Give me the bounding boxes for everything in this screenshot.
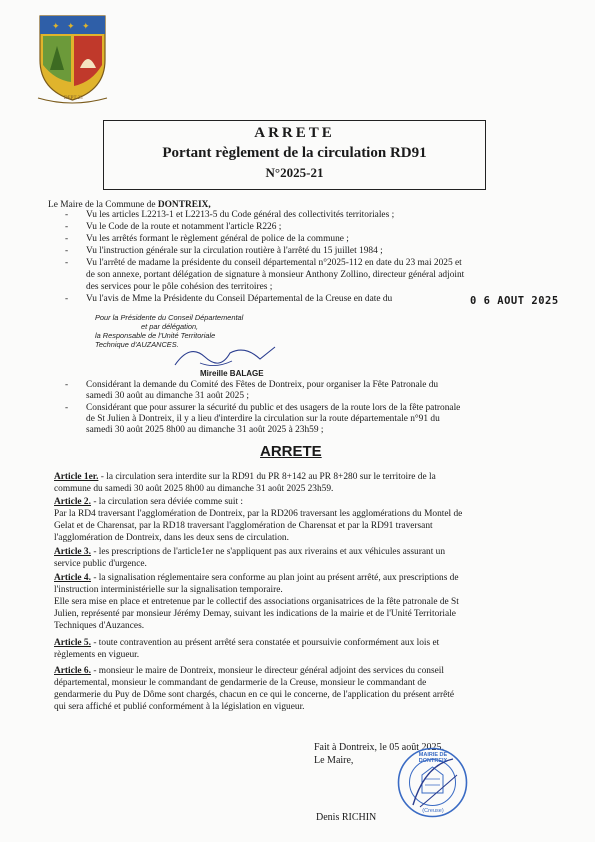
article-text: - la signalisation réglementaire sera conforme au plan joint au présent arrêté, aux prescriptions de xyxy=(90,573,459,583)
vu-line: Vu le Code de la route et notamment l'article R226 ; xyxy=(86,222,282,232)
article-text: qui sera affiché et publié conformément à la législation en vigueur. xyxy=(54,702,305,712)
document-number: N°2025-21 xyxy=(265,165,324,180)
fait-a-line: Fait à Dontreix, le 05 août 2025. xyxy=(314,742,444,753)
article-3-line xyxy=(54,547,445,559)
vu-bullet: - xyxy=(65,210,69,220)
maire-role: Le Maire, xyxy=(314,755,354,766)
article-text: Techniques d'Auzances. xyxy=(54,621,145,631)
svg-text:✦: ✦ xyxy=(82,22,90,32)
article-text: règlements en vigueur. xyxy=(54,650,140,660)
article-label: Article 3. xyxy=(54,547,91,557)
arrete-heading: ARRETE xyxy=(260,443,322,460)
considerant-line: Considérant la demande du Comité des Fêtes de Dontreix, pour organiser la Fête Patronale du xyxy=(86,380,439,390)
article-text: - la circulation sera interdite sur la RD91 du PR 8+142 au PR 8+280 sur le territoire de la xyxy=(98,472,436,482)
svg-text:✦: ✦ xyxy=(52,22,60,32)
vu-bullet: - xyxy=(65,222,69,232)
considerant-line: de St Julien à Dontreix, il y a lieu d'interdire la circulation sur la route départementale n°91 du xyxy=(86,414,440,424)
seal-text: MAIRIE DE DONTREIX xyxy=(418,752,448,764)
considerant-line: Considérant que pour assurer la sécurité du public et des usagers de la route lors de la fête patronale xyxy=(86,403,461,413)
article-text: - les prescriptions de l'article1er ne s'appliquent pas aux riverains et aux véhicules assurant un xyxy=(90,547,446,557)
vu-line: Vu l'instruction générale sur la circulation routière à l'arrêté du 15 juillet 1984 ; xyxy=(86,246,383,256)
article-text: l'agglomération de Dontreix, dans les deux sens de circulation. xyxy=(54,533,289,543)
delegation-line: Technique d'AUZANCES. xyxy=(95,340,179,349)
vu-bullet: - xyxy=(65,258,69,268)
article-text: - toute contravention au présent arrêté sera constatée et poursuivie conformément aux lois et xyxy=(90,638,440,648)
avis-date-stamp: 0 6 AOUT 2025 xyxy=(470,295,559,307)
considerant-line: samedi 30 août au dimanche 31 août 2025 ; xyxy=(86,391,249,401)
coat-of-arms-logo xyxy=(30,10,115,105)
article-label: Article 6. xyxy=(54,666,91,676)
seal-dept: (Creuse) xyxy=(422,808,444,814)
vu-line: Vu les arrêtés formant le règlement général de police de la commune ; xyxy=(86,234,349,244)
crest-caption: DEPT 23 xyxy=(64,96,83,101)
article-6-line xyxy=(54,666,444,678)
article-text: l'instruction interministérielle sur la signalisation temporaire. xyxy=(54,585,283,595)
article-text: Elle sera mise en place et entretenue par le collectif des associations organisatrices de la fête patronale de St xyxy=(54,597,459,607)
article-text: départemental, monsieur le commandant de gendarmerie de la Creuse, monsieur le commandant de xyxy=(54,678,427,688)
vu-line: Vu l'arrêté de madame la présidente du conseil départemental n°2025-112 en date du 23 mai 2025 et xyxy=(86,258,462,268)
article-text: commune du samedi 30 août 2025 8h00 au dimanche 31 août 2025 23h59. xyxy=(54,484,334,494)
article-label: Article 4. xyxy=(54,573,91,583)
article-text: gendarmerie du Puy de Dôme sont chargés, chacun en ce qui le concerne, de l'application du présent arrêté xyxy=(54,690,455,700)
title-box xyxy=(103,120,486,190)
considerant-bullet: - xyxy=(65,403,69,413)
article-label: Article 1er. xyxy=(54,472,99,482)
article-label: Article 5. xyxy=(54,638,91,648)
vu-line: de son annexe, portant délégation de signature à monsieur Anthony Zollino, directeur général adjoint xyxy=(86,270,465,280)
article-text: - monsieur le maire de Dontreix, monsieur le directeur général adjoint des services du conseil xyxy=(90,666,444,676)
article-text: Julien, représenté par monsieur Jérémy Demay, suivant les indications de la mairie et de l'Unité Territoriale xyxy=(54,609,456,619)
intro-prefix: Le Maire de la Commune de xyxy=(48,200,158,210)
article-2-line xyxy=(54,497,243,509)
document-title: ARRETE xyxy=(254,125,335,141)
article-text: service public d'urgence. xyxy=(54,559,147,569)
intro-commune: DONTREIX, xyxy=(157,200,211,210)
svg-text:✦: ✦ xyxy=(67,22,75,32)
vu-bullet: - xyxy=(65,294,69,304)
article-label: Article 2. xyxy=(54,497,91,507)
document-subtitle: Portant règlement de la circulation RD91 xyxy=(162,145,427,161)
article-5-line xyxy=(54,638,439,650)
signatory-name: Denis RICHIN xyxy=(316,812,377,823)
vu-bullet: - xyxy=(65,234,69,244)
vu-line: Vu les articles L2213-1 et L2213-5 du Code général des collectivités territoriales ; xyxy=(86,210,395,220)
article-text: - la circulation sera déviée comme suit : xyxy=(90,497,243,507)
article-text: Gelat et de Charensat, par la RD18 traversant l'agglomération de Charensat et par la RD91 traversant xyxy=(54,521,433,531)
delegation-line: et par délégation, xyxy=(141,322,199,331)
vu-bullet: - xyxy=(65,246,69,256)
delegation-signatory: Mireille BALAGE xyxy=(200,369,264,378)
delegation-line: Pour la Présidente du Conseil Départemental xyxy=(95,313,244,322)
delegation-line: la Responsable de l'Unité Territoriale xyxy=(95,331,216,340)
article-1-line xyxy=(54,472,436,484)
article-text: Par la RD4 traversant l'agglomération de Dontreix, par la RD206 traversant les agglomérations du Montel de xyxy=(54,509,463,519)
vu-line: des services pour le pôle cohésion des territoires ; xyxy=(86,282,273,292)
vu-line: Vu l'avis de Mme la Présidente du Conseil Départemental de la Creuse en date du xyxy=(86,294,393,304)
considerant-line: samedi 30 août 2025 8h00 au dimanche 31 août 2025 à 23h59 ; xyxy=(86,425,324,435)
article-4-line xyxy=(54,573,459,585)
considerant-bullet: - xyxy=(65,380,69,390)
